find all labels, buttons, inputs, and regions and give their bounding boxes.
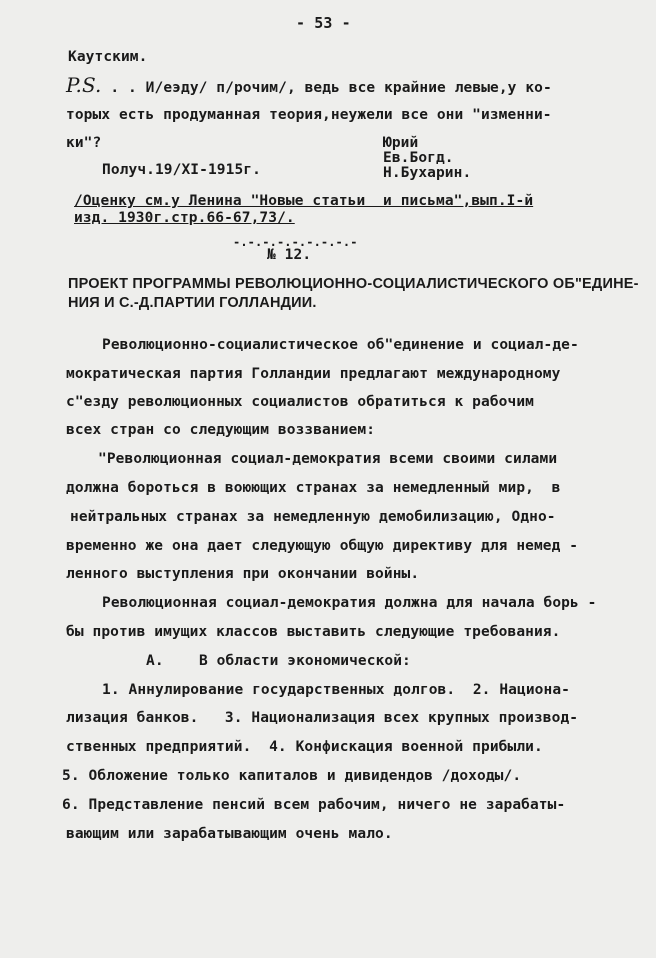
text-line: торых есть продуманная теория,неужели все они "изменни- [66, 107, 552, 123]
subsection-heading: А. В области экономической: [146, 653, 411, 669]
section-heading: ПРОЕКТ ПРОГРАММЫ РЕВОЛЮЦИОННО-СОЦИАЛИСТИЧЕСКОГО ОБ"ЕДИНЕ- [68, 276, 639, 292]
signature-name: Н.Бухарин. [383, 165, 472, 181]
signature-name: Ев.Богд. [383, 150, 454, 166]
list-line: 6. Представление пенсий всем рабочим, ничего не зарабаты- [62, 797, 566, 813]
reference-note: /Оценку см.у Ленина "Новые статьи и письма",вып.I-й [74, 193, 534, 209]
list-line: лизация банков. 3. Национализация всех крупных производ- [66, 710, 579, 726]
body-line: "Революционная социал-демократия всеми своими силами [98, 451, 558, 467]
body-line: бы против имущих классов выставить следующие требования. [66, 624, 561, 640]
received-date: Получ.19/XI-1915г. [102, 162, 261, 178]
list-line: вающим или зарабатывающим очень мало. [66, 826, 393, 842]
signature-name: Юрий [383, 135, 419, 151]
text-line: Каутским. [68, 49, 148, 65]
body-line: ленного выступления при окончании войны. [66, 566, 420, 582]
body-line: мократическая партия Голландии предлагают международному [66, 366, 561, 382]
text-line-content: . . И/еэду/ п/рочим/, ведь все крайние левые,у ко- [101, 80, 552, 96]
page-number: - 53 - [296, 14, 351, 32]
body-line: всех стран со следующим воззванием: [66, 422, 376, 438]
section-heading: НИЯ И С.-Д.ПАРТИИ ГОЛЛАНДИИ. [68, 295, 317, 311]
text-line: ки"? [66, 135, 102, 151]
ps-handwritten-mark: P.S. [66, 73, 102, 97]
body-line: с"езду революционных социалистов обратиться к рабочим [66, 394, 534, 410]
body-line: Революционно-социалистическое об"единение и социал-де- [102, 337, 579, 353]
document-number: № 12. [267, 247, 312, 263]
list-line: 1. Аннулирование государственных долгов. 2. Национа- [102, 682, 570, 698]
body-line: нейтральных странах за немедленную демобилизацию, Одно- [70, 509, 556, 525]
body-line: должна бороться в воюющих странах за немедленный мир, в [66, 480, 561, 496]
list-line: ственных предприятий. 4. Конфискация военной прибыли. [66, 739, 543, 755]
separator: -.-.-.-.-.-.-.-.- [233, 235, 358, 249]
reference-note: изд. 1930г.стр.66-67,73/. [74, 210, 295, 226]
list-line: 5. Обложение только капиталов и дивидендов /доходы/. [62, 768, 522, 784]
body-line: Революционная социал-демократия должна для начала борь - [102, 595, 597, 611]
text-line [66, 73, 552, 97]
body-line: временно же она дает следующую общую директиву для немед - [66, 538, 579, 554]
